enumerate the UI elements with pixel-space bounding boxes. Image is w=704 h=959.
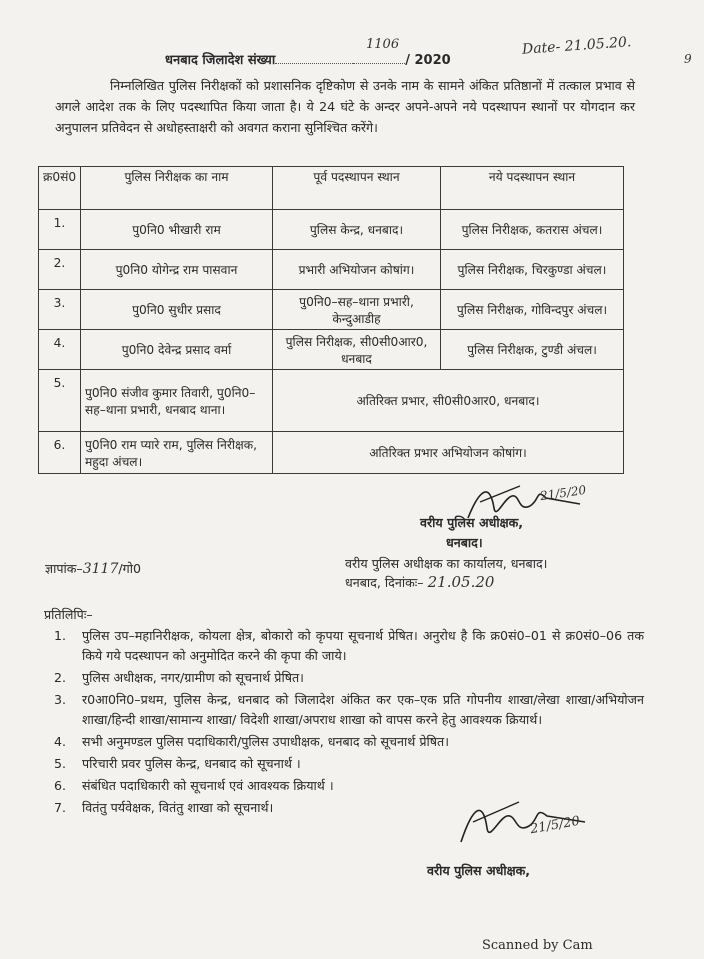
list-item: 5. परिचारी प्रवर पुलिस केन्द्र, धनबाद को सूचनार्थ ।: [54, 756, 301, 771]
header-sn: क्र0सं0: [39, 167, 81, 210]
order-number-line: [165, 50, 451, 68]
edge-mark: 9: [684, 52, 692, 66]
list-item: 6. संबंधित पदाधिकारी को सूचनार्थ एवं आवश्यक क्रियार्थ ।: [54, 778, 334, 793]
header-prev: पूर्व पदस्थापन स्थान: [273, 167, 441, 210]
signature-2-date: 21/5/20: [529, 813, 582, 838]
handwritten-date: Date- 21.05.20.: [521, 34, 632, 58]
signature-2-title: वरीय पुलिस अधीक्षक,: [427, 863, 531, 878]
header-next: नये पदस्थापन स्थान: [441, 167, 624, 210]
table-row: 2. पु0नि0 योगेन्द्र राम पासवान प्रभारी अभियोजन कोषांग। पुलिस निरीक्षक, चिरकुण्डा अंचल।: [39, 250, 624, 290]
intro-paragraph: निम्नलिखित पुलिस निरीक्षकों को प्रशासनिक दृष्टिकोण से उनके नाम के सामने अंकित प्रतिष्ठानों में तत्काल प्रभाव से अगले आदेश तक के लिए पदस्थापित किया जाता है। ये 24 घंटे के अन्दर अपने-अपने नये पदस्थापन स्थानों पर योगदान कर अनुपालन प्रतिवेदन से अधोहस्ताक्षरी को अवगत कराना सुनिश्चित करेंगे।: [55, 78, 635, 135]
signature-1-title: वरीय पुलिस अधीक्षक,: [420, 515, 524, 530]
table-row: 1. पु0नि0 भीखारी राम पुलिस केन्द्र, धनबाद। पुलिस निरीक्षक, कतरास अंचल।: [39, 210, 624, 250]
table-row: 6. पु0नि0 राम प्यारे राम, पुलिस निरीक्षक, महुदा अंचल। अतिरिक्त प्रभार अभियोजन कोषांग।: [39, 432, 624, 474]
list-item: 3. र0आ0नि0–प्रथम, पुलिस केन्द्र, धनबाद को जिलादेश अंकित कर एक–एक प्रति गोपनीय शाखा/लेखा शाखा/अभियोजन शाखा/हिन्दी शाखा/सामान्य शाखा/ विदेशी शाखा/अपराध शाखा को वापस करने हेतु आवश्यक क्रियार्थ।: [54, 692, 644, 727]
office-line: वरीय पुलिस अधीक्षक का कार्यालय, धनबाद।: [345, 556, 548, 571]
list-item: 7. वितंतु पर्यवेक्षक, वितंतु शाखा को सूचनार्थ।: [54, 800, 274, 815]
header-name: पुलिस निरीक्षक का नाम: [81, 167, 273, 210]
scanner-watermark: Scanned by Cam: [482, 938, 593, 953]
signature-1-date: 21/5/20: [539, 482, 588, 504]
copy-list: [54, 626, 644, 820]
office-block: [345, 555, 547, 592]
copy-heading: प्रतिलिपिः–: [44, 607, 93, 622]
table-header-row: [39, 167, 624, 210]
list-item: 2. पुलिस अधीक्षक, नगर/ग्रामीण को सूचनार्थ प्रेषित।: [54, 670, 304, 685]
list-item: 4. सभी अनुमण्डल पुलिस पदाधिकारी/पुलिस उपाधीक्षक, धनबाद को सूचनार्थ प्रेषित।: [54, 734, 449, 749]
order-year: / 2020: [405, 53, 451, 68]
handwritten-order-number: 1106: [366, 37, 400, 52]
table-row: 4. पु0नि0 देवेन्द्र प्रसाद वर्मा पुलिस निरीक्षक, सी0सी0आर0, धनबाद पुलिस निरीक्षक, टुण्डी अंचल।: [39, 330, 624, 370]
table-row: 5. पु0नि0 संजीव कुमार तिवारी, पु0नि0–सह–थाना प्रभारी, धनबाद थाना। अतिरिक्त प्रभार, सी0सी0आर0, धनबाद।: [39, 370, 624, 432]
list-item: 1. पुलिस उप–महानिरीक्षक, कोयला क्षेत्र, बोकारो को कृपया सूचनार्थ प्रेषित। अनुरोध है कि क्र0सं0–01 से क्र0सं0–06 तक किये गये पदस्थापन को अनुमोदित करने की कृपा की जाये।: [54, 628, 644, 663]
office-date-line: धनबाद, दिनांकः– 21.05.20: [345, 573, 495, 591]
posting-table: [38, 166, 624, 474]
memo-number: ज्ञापांक–3117/गो0: [45, 561, 141, 577]
signature-1-place: धनबाद।: [446, 535, 483, 550]
order-label: धनबाद जिलादेश संख्या: [165, 53, 276, 68]
table-row: 3. पु0नि0 सुधीर प्रसाद पु0नि0–सह–थाना प्रभारी, केन्दुआडीह पुलिस निरीक्षक, गोविन्दपुर अंचल।: [39, 290, 624, 330]
